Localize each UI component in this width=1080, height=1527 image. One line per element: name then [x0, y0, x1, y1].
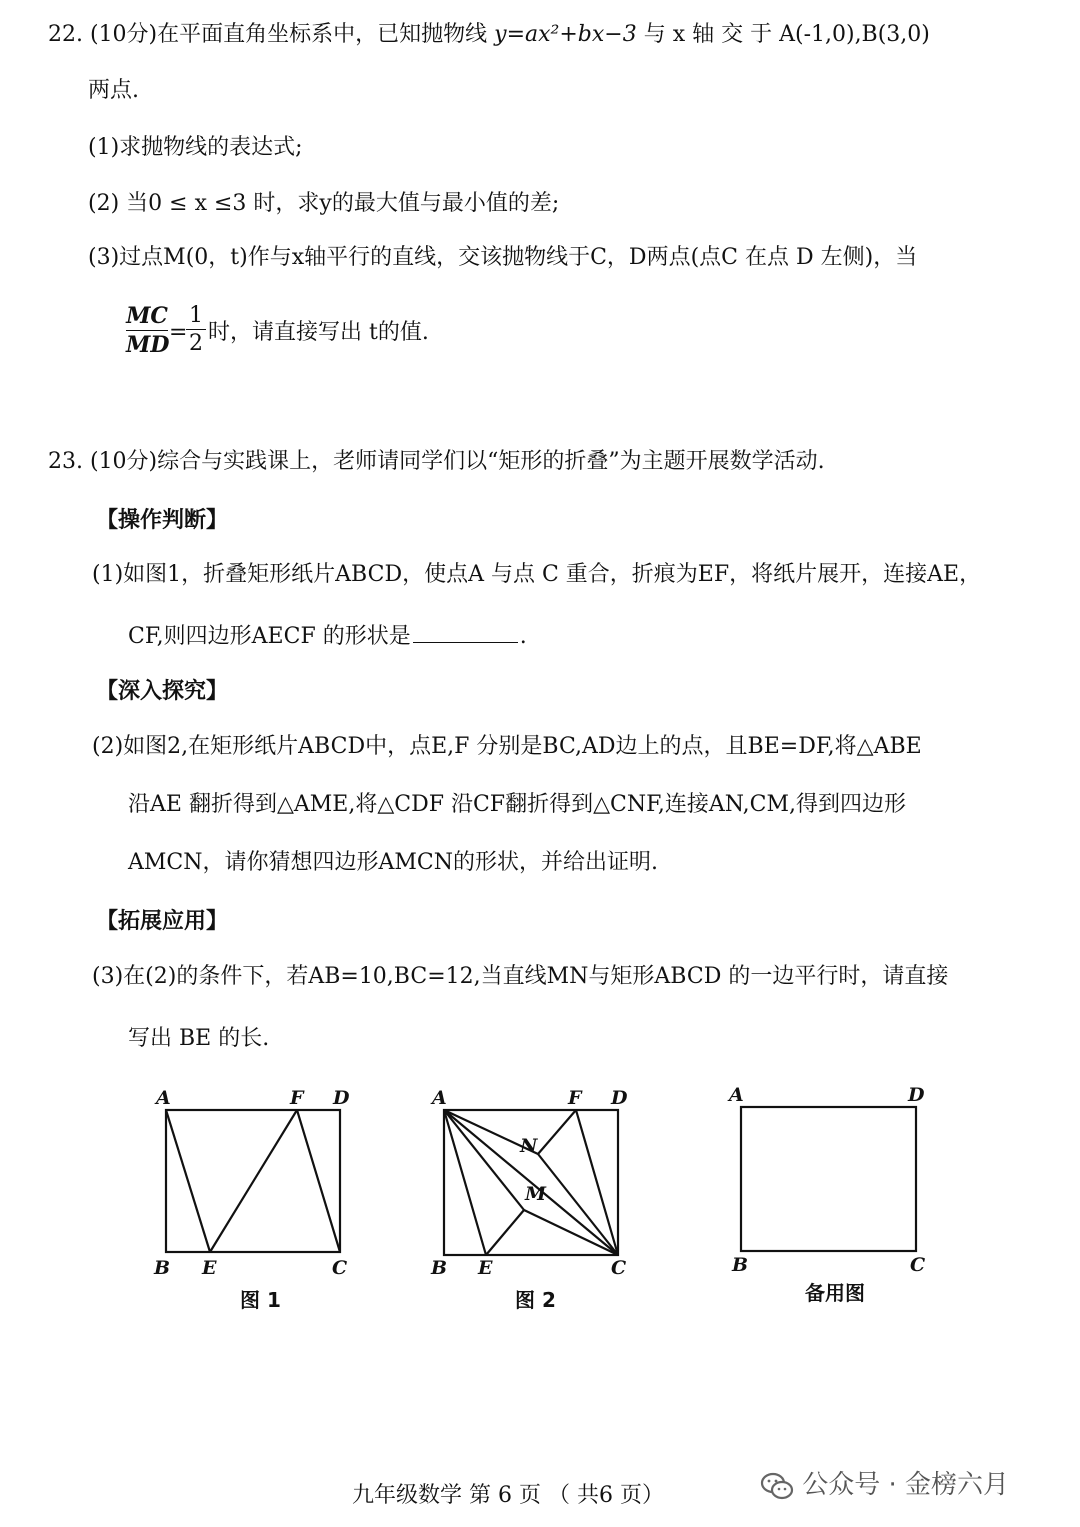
fig2-label-m: M	[525, 1183, 547, 1205]
fig3-label-a: A	[729, 1084, 744, 1106]
fraction-one-half	[186, 303, 206, 356]
fig3-label-b: B	[732, 1254, 749, 1276]
fig2-segment-ae	[444, 1110, 486, 1255]
q23-part1-line2	[128, 620, 527, 652]
fig2-label-n: N	[520, 1135, 538, 1157]
fig1-label-e: E	[202, 1257, 217, 1279]
q23-stem: 23. (10分)综合与实践课上，老师请同学们以“矩形的折叠”为主题开展数学活动.	[48, 449, 825, 474]
figure-2	[425, 1082, 645, 1286]
fig2-segment-me	[486, 1210, 524, 1255]
fig2-label-f: F	[568, 1087, 582, 1109]
fraction-denominator: MD	[126, 332, 170, 358]
fig1-segment-ae	[166, 1110, 210, 1252]
fig1-caption: 图 1	[240, 1288, 281, 1312]
watermark	[760, 1464, 1009, 1501]
fig2-segment-nf	[538, 1110, 576, 1154]
fig1-label-f: F	[290, 1087, 304, 1109]
q22-part3: (3)过点M(0，t)作与x轴平行的直线，交该抛物线于C，D两点(点C 在点 D 左侧)，当	[88, 245, 918, 270]
q22-formula: y=ax²+bx−3	[494, 22, 637, 47]
section-heading-explore: 【深入探究】	[96, 678, 229, 704]
watermark-text: 公众号 · 金榜六月	[802, 1470, 1010, 1500]
fig2-label-c: C	[611, 1257, 627, 1279]
q22-stem-a: 22. (10分)在平面直角坐标系中，已知抛物线	[48, 22, 488, 47]
fig2-caption: 图 2	[515, 1288, 556, 1312]
fig1-label-b: B	[154, 1257, 171, 1279]
fig2-label-d: D	[611, 1087, 628, 1109]
answer-blank	[413, 620, 518, 643]
fig3-caption: 备用图	[805, 1281, 865, 1305]
fraction-numerator: MC	[126, 303, 168, 329]
fig1-label-a: A	[156, 1087, 171, 1109]
q23-part3-line2: 写出 BE 的长.	[128, 1026, 270, 1051]
fig1-label-c: C	[332, 1257, 348, 1279]
q23-part1-period: .	[519, 624, 527, 649]
figure-1	[150, 1082, 370, 1286]
fig3-label-c: C	[910, 1254, 926, 1276]
wechat-icon	[760, 1471, 794, 1501]
fraction-bar	[126, 330, 168, 331]
q23-part2-line3: AMCN，请你猜想四边形AMCN的形状，并给出证明.	[128, 850, 658, 875]
q23-part1-text: CF,则四边形AECF 的形状是	[128, 624, 411, 649]
section-heading-apply: 【拓展应用】	[96, 908, 229, 934]
fig2-segment-nc	[538, 1154, 618, 1255]
figure-backup	[722, 1080, 942, 1284]
half-bar	[186, 329, 206, 330]
fraction-mc-md	[126, 303, 168, 358]
fig2-label-e: E	[478, 1257, 493, 1279]
q22-part3-tail: 时，请直接写出 t的值.	[208, 320, 429, 345]
half-denominator: 2	[189, 331, 203, 356]
fig1-segment-ef	[210, 1110, 297, 1252]
q23-part3-line1: (3)在(2)的条件下，若AB=10,BC=12,当直线MN与矩形ABCD 的一边平行时，请直接	[92, 964, 949, 989]
q23-part2-line1: (2)如图2,在矩形纸片ABCD中，点E,F 分别是BC,AD边上的点，且BE=DF,将△ABE	[92, 734, 922, 759]
fig2-label-a: A	[432, 1087, 447, 1109]
fig2-segment-fc	[576, 1110, 618, 1255]
section-heading-operation: 【操作判断】	[96, 507, 229, 533]
q22-part1: (1)求抛物线的表达式;	[88, 135, 303, 160]
fig1-segment-fc	[297, 1110, 340, 1252]
fig2-segment-am	[444, 1110, 524, 1210]
equals-sign: =	[169, 320, 188, 345]
fig2-label-b: B	[431, 1257, 448, 1279]
q23-part2-line2: 沿AE 翻折得到△AME,将△CDF 沿CF翻折得到△CNF,连接AN,CM,得到四边形	[128, 792, 906, 817]
half-numerator: 1	[189, 303, 203, 328]
fig3-rectangle-abcd	[741, 1107, 916, 1251]
q22-stem-line1	[48, 20, 930, 50]
q22-stem-b: 与 x 轴 交 于 A(-1,0),B(3,0)	[643, 22, 930, 47]
fig1-label-d: D	[333, 1087, 350, 1109]
q23-part1-line1: (1)如图1，折叠矩形纸片ABCD，使点A 与点 C 重合，折痕为EF，将纸片展开，连接AE，	[92, 562, 982, 587]
q22-stem-line2: 两点.	[88, 78, 139, 103]
fig3-label-d: D	[908, 1084, 925, 1106]
page-footer: 九年级数学 第 6 页 （ 共6 页）	[352, 1483, 664, 1508]
q22-part2: (2) 当0 ≤ x ≤3 时，求y的最大值与最小值的差;	[88, 191, 560, 216]
